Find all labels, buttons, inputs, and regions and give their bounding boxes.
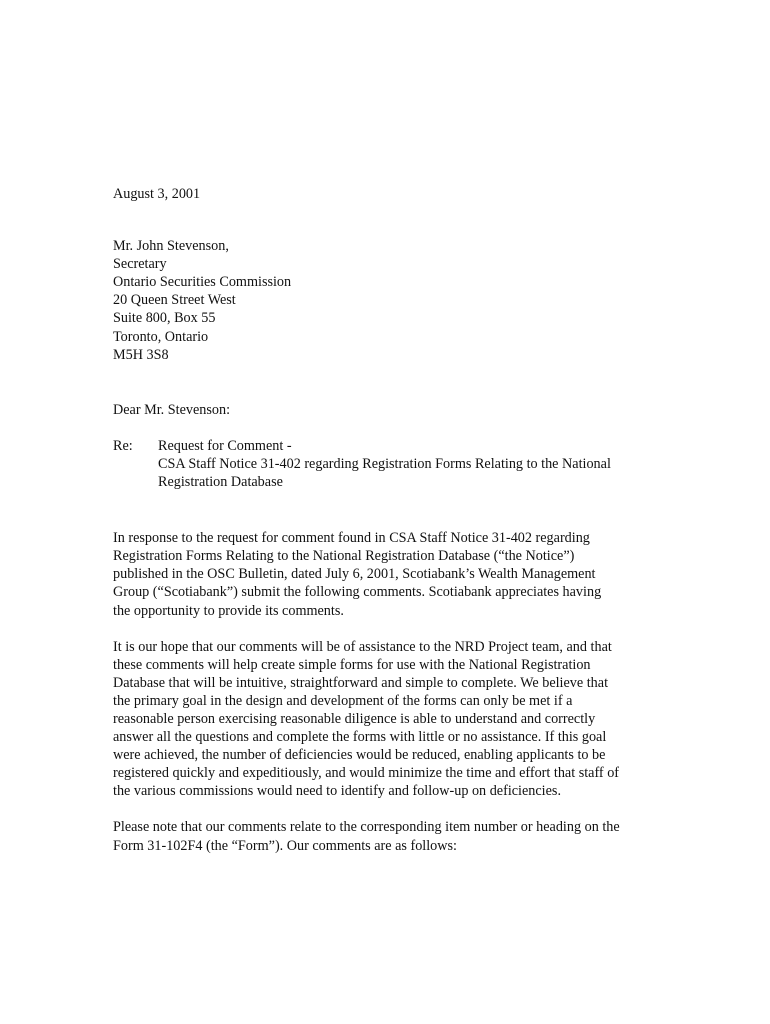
paragraph-line: published in the OSC Bulletin, dated July 6, 2001, Scotiabank’s Wealth Management — [113, 566, 596, 583]
subject-line-3: Registration Database — [158, 474, 283, 491]
recipient-organization: Ontario Securities Commission — [113, 274, 292, 291]
subject-line — [113, 437, 673, 491]
paragraph-line: the opportunity to provide its comments. — [113, 602, 344, 619]
letter-page — [113, 185, 673, 873]
recipient-postal-code: M5H 3S8 — [113, 346, 169, 363]
body-paragraph-1 — [113, 529, 673, 619]
paragraph-line: reasonable person exercising reasonable diligence is able to understand and correctly — [113, 710, 596, 727]
paragraph-line: In response to the request for comment found in CSA Staff Notice 31-402 regarding — [113, 530, 590, 547]
recipient-city: Toronto, Ontario — [113, 328, 209, 345]
recipient-street: 20 Queen Street West — [113, 292, 236, 309]
recipient-address — [113, 237, 673, 364]
paragraph-line: Database that will be intuitive, straightforward and simple to complete. We believe that — [113, 674, 609, 691]
paragraph-line: were achieved, the number of deficiencies would be reduced, enabling applicants to be — [113, 747, 606, 764]
paragraph-line: Registration Forms Relating to the National Registration Database (“the Notice”) — [113, 548, 575, 565]
paragraph-line: these comments will help create simple forms for use with the National Registration — [113, 656, 591, 673]
body-paragraph-2 — [113, 638, 673, 801]
paragraph-line: Group (“Scotiabank”) submit the following comments. Scotiabank appreciates having — [113, 584, 602, 601]
paragraph-line: Form 31-102F4 (the “Form”). Our comments are as follows: — [113, 837, 457, 854]
paragraph-line: registered quickly and expeditiously, and would minimize the time and effort that staff of — [113, 765, 620, 782]
subject-line-1: Request for Comment - — [158, 437, 292, 454]
paragraph-line: It is our hope that our comments will be of assistance to the NRD Project team, and that — [113, 638, 612, 655]
salutation: Dear Mr. Stevenson: — [113, 401, 231, 418]
subject-text — [158, 437, 673, 491]
paragraph-line: the various commissions would need to identify and follow-up on deficiencies. — [113, 783, 561, 800]
paragraph-line: Please note that our comments relate to the corresponding item number or heading on the — [113, 819, 620, 836]
recipient-title: Secretary — [113, 256, 167, 273]
body-paragraph-3 — [113, 818, 673, 854]
subject-line-2: CSA Staff Notice 31-402 regarding Registration Forms Relating to the National — [158, 455, 611, 472]
recipient-suite: Suite 800, Box 55 — [113, 310, 216, 327]
paragraph-line: answer all the questions and complete the forms with little or no assistance. If this goal — [113, 729, 607, 746]
subject-label: Re: — [113, 437, 133, 454]
letter-date: August 3, 2001 — [113, 186, 201, 202]
recipient-name: Mr. John Stevenson, — [113, 238, 229, 255]
paragraph-line: the primary goal in the design and development of the forms can only be met if a — [113, 692, 573, 709]
